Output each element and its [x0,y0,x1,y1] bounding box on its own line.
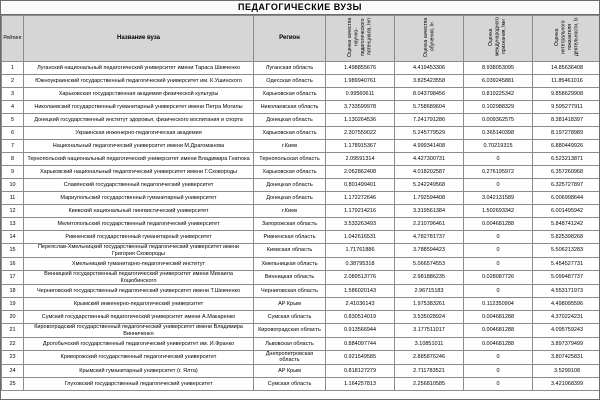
score-potential-cell: 2.062862408 [326,166,395,179]
rank-cell: 20 [2,311,24,324]
region-cell: Львовская область [254,337,326,350]
score-education-cell: 2.885876246 [395,350,464,364]
vertical-header-text: Оценка международного признания, Iмн [488,17,508,57]
university-name-cell: Луганский национальный педагогический университет имени Тараса Шевченко [24,62,254,75]
score-potential-cell: 2.41036143 [326,298,395,311]
university-name-cell: Национальный педагогический университет имени М.Драгоманова [24,140,254,153]
universities-ranking-table [1,15,600,391]
score-integral-cell: 4.498095596 [533,298,600,311]
header-region: Регион [254,16,326,62]
vertical-header-text: Оценка качества научно-педагогического потенциала, Iнп [347,17,373,57]
score-integral-cell: 6.357260968 [533,166,600,179]
score-education-cell: 4.018202587 [395,166,464,179]
region-cell: АР Крым [254,364,326,377]
table-row [2,101,600,114]
university-name-cell: Крымский гуманитарный университет (г. Ялта) [24,364,254,377]
score-potential-cell: 1.130264536 [326,114,395,127]
score-international-cell: 0 [464,231,533,244]
score-education-cell: 3.177511017 [395,324,464,338]
university-name-cell: Дрогобычский государственный педагогический университет им. И.Франко [24,337,254,350]
rank-cell: 21 [2,324,24,338]
region-cell: Харьковская область [254,88,326,101]
score-education-cell: 3.10851011 [395,337,464,350]
score-international-cell: 0.70219315 [464,140,533,153]
vertical-header-text: Оценка качества обучения, Iн [422,17,435,57]
score-international-cell: 0 [464,285,533,298]
score-international-cell: 0 [464,244,533,258]
score-education-cell: 2.96715183 [395,285,464,298]
score-international-cell: 0.009362575 [464,114,533,127]
header-university-name: Название вуза [24,16,254,62]
rank-cell: 3 [2,88,24,101]
score-potential-cell: 0.921549585 [326,350,395,364]
rank-cell: 9 [2,166,24,179]
score-integral-cell: 9.595277911 [533,101,600,114]
region-cell: Днепропетровская область [254,350,326,364]
score-integral-cell: 6.006998644 [533,192,600,205]
score-integral-cell: 14.85636408 [533,62,600,75]
university-name-cell: Криворожский государственный педагогический университет [24,350,254,364]
table-row [2,114,600,127]
region-cell: Луганская область [254,62,326,75]
score-international-cell: 8.938053095 [464,62,533,75]
rank-cell: 15 [2,244,24,258]
score-integral-cell: 4.095759243 [533,324,600,338]
score-potential-cell: 0.38795318 [326,258,395,271]
university-name-cell: Глуховский государственный педагогический университет [24,377,254,390]
score-potential-cell: 0.818127279 [326,364,395,377]
score-potential-cell: 1.498855676 [326,62,395,75]
university-name-cell: Южноукраинский государственный педагогический университет им. К.Ушинского [24,75,254,88]
score-international-cell: 0.004681288 [464,311,533,324]
university-name-cell: Мариупольский государственный гуманитарный университет [24,192,254,205]
score-education-cell: 4.782781737 [395,231,464,244]
university-name-cell: Харьковский национальный педагогический университет имени Г.Сковороды [24,166,254,179]
score-international-cell: 3.042131589 [464,192,533,205]
score-potential-cell: 3.533263493 [326,218,395,231]
region-cell: Харьковская область [254,166,326,179]
region-cell: Сумская область [254,311,326,324]
header-score-international [464,16,533,62]
score-education-cell: 1.792594408 [395,192,464,205]
score-international-cell: 0.276195972 [464,166,533,179]
score-integral-cell: 4.553171973 [533,285,600,298]
score-integral-cell: 6.880449926 [533,140,600,153]
score-education-cell: 5.066574553 [395,258,464,271]
university-name-cell: Ривненский государственный гуманитарный университет [24,231,254,244]
region-cell: г.Киев [254,140,326,153]
score-integral-cell: 5.825398268 [533,231,600,244]
score-education-cell: 2.981886235 [395,271,464,285]
region-cell: Донецкая область [254,179,326,192]
score-potential-cell: 0.913566944 [326,324,395,338]
region-cell: Одесская область [254,75,326,88]
score-integral-cell: 6.325727897 [533,179,600,192]
rank-cell: 22 [2,337,24,350]
region-cell: Запорожская область [254,218,326,231]
score-education-cell: 5.245779529 [395,127,464,140]
score-integral-cell: 5.099487737 [533,271,600,285]
university-name-cell: Мелитопольский государственный педагогический университет [24,218,254,231]
region-cell: Хмельницкая область [254,258,326,271]
table-header [2,16,600,62]
rank-cell: 18 [2,285,24,298]
region-cell: Черниговская область [254,285,326,298]
university-name-cell: Крымский инженерно-педагогический университет [24,298,254,311]
score-potential-cell: 0.830514019 [326,311,395,324]
university-name-cell: Кировоградский государственный педагогический университет имени Владимира Винниченко [24,324,254,338]
page-title: ПЕДАГОГИЧЕСКИЕ ВУЗЫ [1,1,599,15]
table-row [2,350,600,364]
score-education-cell: 2.256810585 [395,377,464,390]
region-cell: Николаевская область [254,101,326,114]
score-international-cell: 0 [464,377,533,390]
rank-cell: 7 [2,140,24,153]
score-education-cell: 5.758689604 [395,101,464,114]
score-potential-cell: 1.178915367 [326,140,395,153]
table-row [2,231,600,244]
rank-cell: 24 [2,364,24,377]
region-cell: АР Крым [254,298,326,311]
score-integral-cell: 5.848741242 [533,218,600,231]
region-cell: Киевская область [254,244,326,258]
score-international-cell: 0.102988329 [464,101,533,114]
rank-cell: 1 [2,62,24,75]
score-integral-cell: 5.506213283 [533,244,600,258]
header-row [2,16,600,62]
score-potential-cell: 1.042616531 [326,231,395,244]
university-name-cell: Харьковская государственная академия физической культуры [24,88,254,101]
score-integral-cell: 6.001495942 [533,205,600,218]
score-integral-cell: 6.523213871 [533,153,600,166]
score-international-cell: 0.028087726 [464,271,533,285]
table-row [2,258,600,271]
rank-cell: 13 [2,218,24,231]
score-potential-cell: 1.71761886 [326,244,395,258]
table-row [2,337,600,350]
rank-cell: 23 [2,350,24,364]
region-cell: г.Киев [254,205,326,218]
vertical-header-text: Оценка интегрального показателя деятельности, Iз [554,17,580,57]
score-integral-cell: 11.85461016 [533,75,600,88]
region-cell: Кировоградская область [254,324,326,338]
score-potential-cell: 1.179214216 [326,205,395,218]
region-cell: Тернопольская область [254,153,326,166]
score-education-cell: 3.825423558 [395,75,464,88]
score-international-cell: 1.502693342 [464,205,533,218]
score-potential-cell: 1.164257813 [326,377,395,390]
score-education-cell: 4.999341408 [395,140,464,153]
university-name-cell: Славянский государственный педагогический университет [24,179,254,192]
table-body [2,62,600,391]
university-name-cell: Переяслав-Хмельницкий государственный педагогический университет имени Григория Сковороды [24,244,254,258]
score-integral-cell: 8.197278989 [533,127,600,140]
table-row [2,218,600,231]
university-name-cell: Николаевский государственный гуманитарный университет имени Петра Могилы [24,101,254,114]
score-international-cell: 0.819225342 [464,88,533,101]
score-education-cell: 4.427300731 [395,153,464,166]
region-cell: Ривненская область [254,231,326,244]
score-potential-cell: 0.801499401 [326,179,395,192]
rank-cell: 4 [2,101,24,114]
score-education-cell: 4.419453306 [395,62,464,75]
table-row [2,271,600,285]
rank-cell: 17 [2,271,24,285]
table-row [2,166,600,179]
table-row [2,88,600,101]
table-row [2,377,600,390]
rank-cell: 5 [2,114,24,127]
header-score-integral [533,16,600,62]
score-education-cell: 2.210796461 [395,218,464,231]
score-education-cell: 7.241791286 [395,114,464,127]
university-name-cell: Тернопольский национальный педагогический университет имени Владимира Гнатюка [24,153,254,166]
header-rank: Рейтинг [2,16,24,62]
score-potential-cell: 1.172272646 [326,192,395,205]
table-row [2,285,600,298]
score-integral-cell: 9.858629908 [533,88,600,101]
score-international-cell: 0.004681288 [464,324,533,338]
university-name-cell: Донецкий государственный институт здоровья, физического воспитания и спорта [24,114,254,127]
table-row [2,244,600,258]
score-integral-cell: 3.897379499 [533,337,600,350]
score-potential-cell: 0.99560611 [326,88,395,101]
score-integral-cell: 5.454527731 [533,258,600,271]
rank-cell: 6 [2,127,24,140]
region-cell: Винницкая область [254,271,326,285]
score-international-cell: 0.004681288 [464,218,533,231]
score-potential-cell: 1.989940761 [326,75,395,88]
university-name-cell: Винницкий государственный педагогический университет имени Михаила Коцюбинского [24,271,254,285]
score-education-cell: 8.043798456 [395,88,464,101]
university-name-cell: Хмельницкий гуманитарно-педагогический институт [24,258,254,271]
score-potential-cell: 2.09591314 [326,153,395,166]
score-integral-cell: 3.5299108 [533,364,600,377]
score-international-cell: 0 [464,364,533,377]
score-education-cell: 3.319561384 [395,205,464,218]
table-row [2,62,600,75]
score-international-cell: 0.365140398 [464,127,533,140]
table-row [2,298,600,311]
table-row [2,75,600,88]
region-cell: Харьковская область [254,127,326,140]
table-row [2,311,600,324]
region-cell: Донецкая область [254,192,326,205]
score-education-cell: 2.711783521 [395,364,464,377]
score-education-cell: 5.242249568 [395,179,464,192]
university-name-cell: Украинская инженерно-педагогическая академия [24,127,254,140]
score-international-cell: 0.112350904 [464,298,533,311]
university-name-cell: Черниговский государственный педагогический университет имени Т.Шевченко [24,285,254,298]
rank-cell: 25 [2,377,24,390]
rank-cell: 19 [2,298,24,311]
score-potential-cell: 3.733599978 [326,101,395,114]
rank-cell: 2 [2,75,24,88]
university-name-cell: Сумский государственный педагогический университет имени А.Макаренко [24,311,254,324]
score-integral-cell: 3.421068399 [533,377,600,390]
score-international-cell: 6.039245881 [464,75,533,88]
rank-cell: 12 [2,205,24,218]
table-row [2,364,600,377]
rank-cell: 16 [2,258,24,271]
table-row [2,140,600,153]
region-cell: Сумская область [254,377,326,390]
university-name-cell: Киевский национальный лингвистический университет [24,205,254,218]
rank-cell: 11 [2,192,24,205]
score-potential-cell: 2.307559022 [326,127,395,140]
region-cell: Донецкая область [254,114,326,127]
rank-cell: 8 [2,153,24,166]
score-international-cell: 0 [464,153,533,166]
rank-cell: 14 [2,231,24,244]
score-integral-cell: 8.381418397 [533,114,600,127]
header-score-education [395,16,464,62]
score-international-cell: 0 [464,258,533,271]
score-international-cell: 0 [464,179,533,192]
score-potential-cell: 0.884097744 [326,337,395,350]
table-row [2,127,600,140]
score-education-cell: 1.975383261 [395,298,464,311]
table-row [2,192,600,205]
score-education-cell: 3.535028924 [395,311,464,324]
rank-cell: 10 [2,179,24,192]
score-integral-cell: 3.807425831 [533,350,600,364]
score-education-cell: 3.788594423 [395,244,464,258]
score-international-cell: 0 [464,350,533,364]
score-integral-cell: 4.370224231 [533,311,600,324]
table-row [2,205,600,218]
table-row [2,153,600,166]
score-potential-cell: 1.586020143 [326,285,395,298]
score-international-cell: 0.004681288 [464,337,533,350]
score-potential-cell: 2.089513776 [326,271,395,285]
table-row [2,179,600,192]
header-score-potential [326,16,395,62]
table-row [2,324,600,338]
